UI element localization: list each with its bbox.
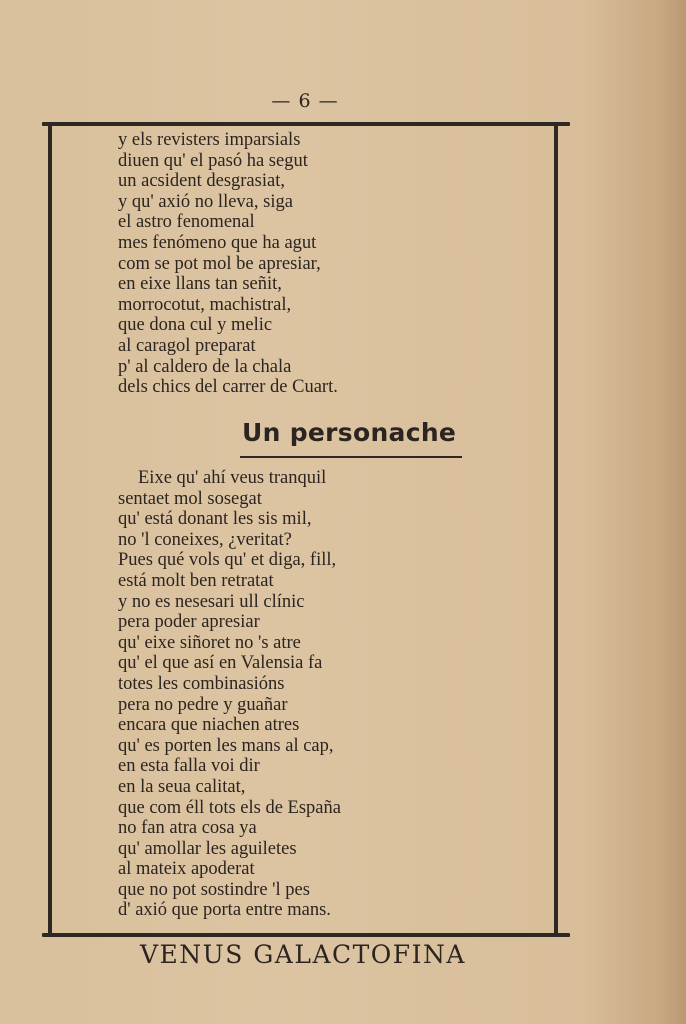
poem-line: pera no pedre y guañar xyxy=(118,694,288,715)
poem-line: qu' el que así en Valensia fa xyxy=(118,653,323,674)
right-border-rule xyxy=(554,126,558,933)
poem-stanza-1 xyxy=(118,130,538,398)
poem-line: y qu' axió no lleva, siga xyxy=(118,191,293,212)
poem-stanza-2 xyxy=(118,468,538,921)
poem-line: qu' está donant les sis mil, xyxy=(118,509,312,530)
poem-line: pera poder apresiar xyxy=(118,612,260,633)
poem-line: totes les combinasións xyxy=(118,673,285,694)
poem-line: sentaet mol sosegat xyxy=(118,488,262,509)
poem-line: al caragol preparat xyxy=(118,335,256,356)
poem-line: no 'l coneixes, ¿veritat? xyxy=(118,529,292,550)
bottom-border-rule xyxy=(42,933,570,937)
poem-line: com se pot mol be apresiar, xyxy=(118,253,321,274)
poem-line: el astro fenomenal xyxy=(118,212,255,233)
poem-line: diuen qu' el pasó ha segut xyxy=(118,150,308,171)
poem-line: en la seua calitat, xyxy=(118,776,246,797)
title-underline xyxy=(240,456,462,458)
poem-line: qu' eixe siñoret no 's atre xyxy=(118,632,301,653)
section-heading xyxy=(200,418,500,447)
poem-line: encara que niachen atres xyxy=(118,715,300,736)
poem-line: morrocotut, machistral, xyxy=(118,294,292,315)
poem-line: al mateix apoderat xyxy=(118,859,255,880)
poem-line: dels chics del carrer de Cuart. xyxy=(118,377,338,398)
poem-line: y els revisters imparsials xyxy=(118,130,301,150)
poem-line: que com éll tots els de España xyxy=(118,797,341,818)
poem-line: un acsident desgrasiat, xyxy=(118,171,285,192)
poem-line: está molt ben retratat xyxy=(118,570,274,591)
poem-line: p' al caldero de la chala xyxy=(118,356,292,377)
poem-line: qu' amollar les aguiletes xyxy=(118,838,297,859)
poem-line: que no pot sostindre 'l pes xyxy=(118,879,310,900)
poem-line: en eixe llans tan señit, xyxy=(118,274,282,295)
section-title: Un personache xyxy=(242,418,457,447)
poem-line: qu' es porten les mans al cap, xyxy=(118,735,334,756)
poem-line: d' axió que porta entre mans. xyxy=(118,900,331,921)
poem-line: mes fenómeno que ha agut xyxy=(118,232,317,253)
author-signature: VENUS GALACTOFINA xyxy=(140,940,466,969)
poem-line: en esta falla voi dir xyxy=(118,756,260,777)
page-number: — 6 — xyxy=(271,90,339,112)
poem-line: que dona cul y melic xyxy=(118,315,273,336)
poem-line: y no es nesesari ull clínic xyxy=(118,591,305,612)
poem-line: Eixe qu' ahí veus tranquil xyxy=(138,468,327,488)
left-border-rule xyxy=(48,126,52,933)
poem-line: Pues qué vols qu' et diga, fill, xyxy=(118,550,337,571)
top-border-rule xyxy=(42,122,570,126)
poem-line: no fan atra cosa ya xyxy=(118,818,257,839)
